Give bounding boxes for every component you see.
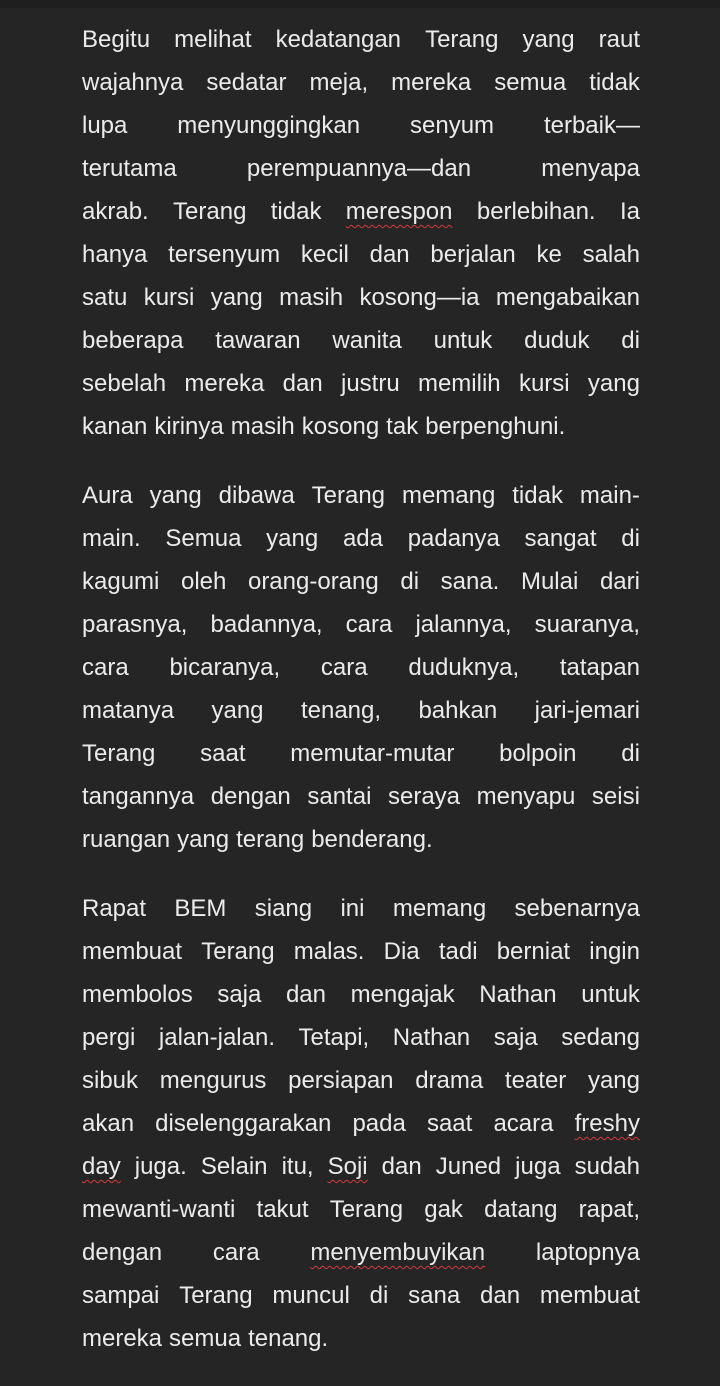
word: saat [426,1110,473,1137]
word: yang [587,1067,640,1094]
word: melihat [174,26,252,53]
word: Terang [173,198,247,225]
word: dengan [82,1239,163,1266]
word: dan [282,370,323,397]
word: sangat [524,525,597,552]
word: duduknya, [408,654,520,681]
word: mereka [82,1325,163,1352]
text-line [82,973,640,1016]
text-line [82,190,640,233]
word: sudah [574,1153,640,1180]
word: ada [342,525,383,552]
word: wanita [332,327,402,354]
word: dibawa [218,482,295,509]
word: hanya [82,241,148,268]
word: terang [236,826,305,853]
text-line [82,818,640,861]
word: sana [408,1282,461,1309]
word: Ia [619,198,640,225]
word: sampai [82,1282,160,1309]
word: Begitu [82,26,151,53]
word: benderang. [311,826,433,853]
word: bolpoin [499,740,577,767]
text-line [82,603,640,646]
word: yang [266,525,319,552]
word: masih [230,413,295,440]
word: diselenggarakan [155,1110,332,1137]
word: ingin [589,938,640,965]
word: tidak [270,198,322,225]
word: di [621,525,640,552]
word: akrab. [82,198,149,225]
word: pergi [82,1024,136,1051]
word: membolos [82,981,193,1008]
word: masih [279,284,344,311]
word: tersenyum [168,241,281,268]
word: kedatangan [275,26,402,53]
word: wajahnya [82,69,184,96]
word: bahkan [418,697,498,724]
word: akan [82,1110,135,1137]
word: tak [386,413,419,440]
text-line [82,775,640,818]
word: salah [582,241,640,268]
text-line [82,1145,640,1188]
text-line [82,405,640,448]
word: memang [392,895,487,922]
paragraph [82,18,640,448]
word: kirinya [154,413,224,440]
text-line [82,732,640,775]
misspelled-word: merespon [345,198,453,225]
word: kanan [82,413,148,440]
word: juga [515,1153,561,1180]
word: tenang. [248,1325,329,1352]
word: memilih [417,370,501,397]
word: Juned [435,1153,502,1180]
word: duduk [524,327,590,354]
word: tidak [589,69,640,96]
word: laptopnya [535,1239,640,1266]
text-line [82,1188,640,1231]
word: badannya, [210,611,323,638]
word: cara [320,654,368,681]
word: jalannya, [415,611,512,638]
word: mewanti-wanti [82,1196,236,1223]
word: takut [256,1196,309,1223]
word: dari [599,568,640,595]
word: kecil [300,241,349,268]
word: semua [169,1325,242,1352]
word: yang [522,26,575,53]
word: datang [484,1196,558,1223]
word: itu, [281,1153,314,1180]
word: Nathan [392,1024,471,1051]
word: matanya [82,697,175,724]
word: tawaran [215,327,301,354]
word: untuk [581,981,640,1008]
word: tangannya [82,783,195,810]
word: sedang [561,1024,640,1051]
word: oleh [180,568,227,595]
text-line [82,1102,640,1145]
word: Terang [425,26,499,53]
word: menyunggingkan [177,112,361,139]
word: berpenghuni. [425,413,566,440]
word: yang [211,697,264,724]
word: saja [493,1024,538,1051]
word: lupa [82,112,128,139]
word: kursi [143,284,195,311]
word: perempuannya—dan [246,155,472,182]
word: pada [352,1110,406,1137]
word: Terang [179,1282,253,1309]
word: menyapu [476,783,576,810]
word: main- [579,482,640,509]
word: Terang [311,482,386,509]
word: parasnya, [82,611,188,638]
word: mereka [391,69,472,96]
word: berjalan [430,241,516,268]
text-line [82,1274,640,1317]
word: memang [401,482,496,509]
word: kagumi [82,568,160,595]
word: berlebihan. [476,198,596,225]
word: mereka [184,370,265,397]
misspelled-word: freshy [574,1110,640,1137]
word: Terang [201,938,275,965]
word: ruangan [82,826,171,853]
text-line [82,147,640,190]
word: bicaranya, [169,654,281,681]
word: BEM [174,895,227,922]
word: kosong [301,413,380,440]
word: orang-orang [247,568,379,595]
word: raut [598,26,640,53]
word: teater [504,1067,567,1094]
word: semua [494,69,567,96]
word: Rapat [82,895,147,922]
text-line [82,1317,640,1360]
word: suaranya, [534,611,640,638]
word: Tetapi, [298,1024,370,1051]
document-page[interactable] [82,18,640,1386]
word: Selain [200,1153,268,1180]
word: memutar-mutar [290,740,455,767]
word: saat [200,740,246,767]
word: dan [381,1153,422,1180]
text-line [82,517,640,560]
word: kosong—ia [359,284,480,311]
word: jalan-jalan. [158,1024,275,1051]
word: di [621,740,640,767]
paragraph [82,887,640,1360]
misspelled-word: menyembuyikan [310,1239,486,1266]
text-line [82,1059,640,1102]
word: di [369,1282,389,1309]
text-line [82,560,640,603]
word: sedatar [206,69,287,96]
text-line [82,930,640,973]
text-line [82,362,640,405]
word: terutama [82,155,177,182]
word: main. [82,525,141,552]
word: Dia [383,938,420,965]
text-line [82,233,640,276]
word: padanya [407,525,500,552]
text-line [82,319,640,362]
word: mengurus [159,1067,267,1094]
text-line [82,887,640,930]
text-line [82,61,640,104]
word: berniat [496,938,571,965]
word: siang [254,895,313,922]
word: tadi [438,938,478,965]
word: malas. [293,938,365,965]
word: Aura [82,482,133,509]
word: membuat [82,938,183,965]
word: mengabaikan [495,284,640,311]
word: Terang [82,740,156,767]
word: sana. [440,568,500,595]
misspelled-word: Soji [327,1153,368,1180]
word: yang [177,826,230,853]
word: persiapan [288,1067,394,1094]
word: yang [149,482,202,509]
word: saja [217,981,262,1008]
text-line [82,1016,640,1059]
word: dan [285,981,326,1008]
word: untuk [433,327,493,354]
word: senyum [410,112,495,139]
word: justru [341,370,400,397]
word: yang [210,284,263,311]
word: di [400,568,420,595]
word: Nathan [479,981,557,1008]
word: kursi [518,370,570,397]
word: mengajak [350,981,455,1008]
word: drama [415,1067,484,1094]
word: cara [82,654,129,681]
text-line [82,689,640,732]
word: tenang, [300,697,382,724]
word: beberapa [82,327,184,354]
word: acara [493,1110,554,1137]
word: gak [424,1196,463,1223]
word: jari-jemari [534,697,640,724]
window-top-strip [0,0,720,8]
word: tidak [512,482,563,509]
text-line [82,646,640,689]
text-line [82,474,640,517]
paragraph [82,474,640,861]
word: di [621,327,640,354]
word: ini [340,895,365,922]
word: dengan [210,783,291,810]
word: rapat, [578,1196,640,1223]
word: cara [345,611,393,638]
word: juga. [134,1153,187,1180]
word: menyapa [541,155,640,182]
word: satu [82,284,128,311]
text-line [82,104,640,147]
word: sebenarnya [514,895,640,922]
word: dan [369,241,410,268]
word: ke [536,241,562,268]
word: Semua [165,525,242,552]
word: santai [307,783,372,810]
word: meja, [309,69,369,96]
word: Mulai [520,568,579,595]
text-line [82,18,640,61]
word: sibuk [82,1067,139,1094]
text-line [82,276,640,319]
misspelled-word: day [82,1153,121,1180]
word: tatapan [559,654,640,681]
word: seisi [591,783,640,810]
word: terbaik— [543,112,640,139]
word: dan [480,1282,521,1309]
word: seraya [387,783,461,810]
text-line [82,1231,640,1274]
word: yang [587,370,640,397]
word: Terang [329,1196,404,1223]
word: sebelah [82,370,167,397]
word: muncul [272,1282,350,1309]
word: cara [212,1239,260,1266]
word: membuat [539,1282,640,1309]
